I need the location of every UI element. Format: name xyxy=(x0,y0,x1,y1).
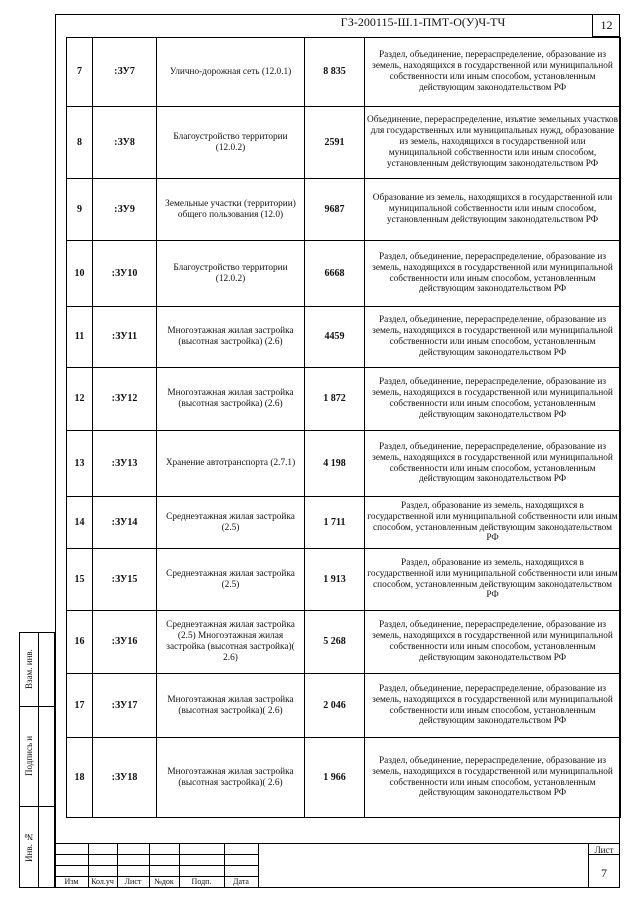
formation-method-cell: Объединение, перераспределение, изъятие земельных участков для государственных или муниципальных нужд, образование из земель, находящихся в государственной или муниципальной собственности или иным способом, установленным действующим законодательством РФ xyxy=(365,107,621,179)
formation-method-cell: Раздел, объединение, перераспределение, образование из земель, находящихся в государственной или муниципальной собственности или иным способом, установленным действующим законодательством РФ xyxy=(365,674,621,738)
permitted-use-cell: Среднеэтажная жилая застройка (2.5) xyxy=(157,549,305,611)
row-number-cell: 11 xyxy=(67,307,93,368)
permitted-use-cell: Многоэтажная жилая застройка (высотная застройка) (2.6) xyxy=(157,368,305,431)
row-number-cell: 9 xyxy=(67,179,93,241)
formation-method-cell: Раздел, образование из земель, находящихся в государственной или муниципальной собственности или иным способом, установленным действующим законодательством РФ xyxy=(365,549,621,611)
plot-code-cell: :ЗУ9 xyxy=(93,179,157,241)
plot-code-cell: :ЗУ18 xyxy=(93,738,157,818)
formation-method-cell: Раздел, объединение, перераспределение, образование из земель, находящихся в государственной или муниципальной собственности или иным способом, установленным действующим законодательством РФ xyxy=(365,611,621,674)
row-number-cell: 15 xyxy=(67,549,93,611)
plot-code-cell: :ЗУ7 xyxy=(93,38,157,107)
page-top-number: 12 xyxy=(592,14,620,37)
row-number-cell: 12 xyxy=(67,368,93,431)
plot-code-cell: :ЗУ8 xyxy=(93,107,157,179)
area-cell: 2591 xyxy=(305,107,365,179)
plot-code-cell: :ЗУ10 xyxy=(93,241,157,307)
area-cell: 1 872 xyxy=(305,368,365,431)
table-row xyxy=(67,549,621,611)
formation-method-cell: Раздел, объединение, перераспределение, образование из земель, находящихся в государственной или муниципальной собственности или иным способом, установленным действующим законодательством РФ xyxy=(365,241,621,307)
table-row xyxy=(67,307,621,368)
title-block xyxy=(55,843,620,888)
area-cell: 4 198 xyxy=(305,431,365,497)
area-cell: 6668 xyxy=(305,241,365,307)
table-row xyxy=(67,674,621,738)
side-label-inv: Инв. № xyxy=(24,831,34,863)
area-cell: 8 835 xyxy=(305,38,365,107)
area-cell: 4459 xyxy=(305,307,365,368)
area-cell: 9687 xyxy=(305,179,365,241)
table-row xyxy=(67,107,621,179)
sheet-label: Лист xyxy=(594,845,614,855)
permitted-use-cell: Многоэтажная жилая застройка (высотная застройка) (2.6) xyxy=(157,307,305,368)
formation-method-cell: Образование из земель, находящихся в государственной или муниципальной собственности или иным способом, установленным действующим законодательством РФ xyxy=(365,179,621,241)
table-row xyxy=(67,611,621,674)
permitted-use-cell: Хранение автотранспорта (2.7.1) xyxy=(157,431,305,497)
permitted-use-cell: Улично-дорожная сеть (12.0.1) xyxy=(157,38,305,107)
formation-method-cell: Раздел, объединение, перераспределение, образование из земель, находящихся в государственной или муниципальной собственности или иным способом, установленным действующим законодательством РФ xyxy=(365,38,621,107)
side-label-vzam: Взам. инв. xyxy=(24,649,34,690)
caption-izm: Изм xyxy=(64,877,79,886)
plot-code-cell: :ЗУ13 xyxy=(93,431,157,497)
row-number-cell: 7 xyxy=(67,38,93,107)
area-cell: 1 711 xyxy=(305,497,365,549)
row-number-cell: 14 xyxy=(67,497,93,549)
permitted-use-cell: Благоустройство территории (12.0.2) xyxy=(157,241,305,307)
formation-method-cell: Раздел, образование из земель, находящихся в государственной или муниципальной собственности или иным способом, установленным действующим законодательством РФ xyxy=(365,497,621,549)
formation-method-cell: Раздел, объединение, перераспределение, образование из земель, находящихся в государственной или муниципальной собственности или иным способом, установленным действующим законодательством РФ xyxy=(365,368,621,431)
caption-kol-uch: Кол.уч xyxy=(91,877,114,886)
permitted-use-cell: Многоэтажная жилая застройка (высотная застройка)( 2.6) xyxy=(157,674,305,738)
plot-code-cell: :ЗУ17 xyxy=(93,674,157,738)
formation-method-cell: Раздел, объединение, перераспределение, образование из земель, находящихся в государственной или муниципальной собственности или иным способом, установленным действующим законодательством РФ xyxy=(365,738,621,818)
permitted-use-cell: Среднеэтажная жилая застройка (2.5) Многоэтажная жилая застройка (высотная застройка)( 2.6) xyxy=(157,611,305,674)
plot-code-cell: :ЗУ15 xyxy=(93,549,157,611)
row-number-cell: 8 xyxy=(67,107,93,179)
table-row xyxy=(67,38,621,107)
plot-code-cell: :ЗУ11 xyxy=(93,307,157,368)
area-cell: 1 966 xyxy=(305,738,365,818)
document-code: ГЗ-200115-Ш.1-ПМТ-О(У)Ч-ТЧ xyxy=(340,15,506,29)
land-plots-table xyxy=(66,37,621,818)
row-number-cell: 16 xyxy=(67,611,93,674)
table-row xyxy=(67,241,621,307)
area-cell: 2 046 xyxy=(305,674,365,738)
permitted-use-cell: Благоустройство территории (12.0.2) xyxy=(157,107,305,179)
table-row xyxy=(67,497,621,549)
side-stamp xyxy=(19,632,55,888)
permitted-use-cell: Многоэтажная жилая застройка (высотная застройка)( 2.6) xyxy=(157,738,305,818)
table-row xyxy=(67,368,621,431)
caption-ndok: №док xyxy=(154,877,174,886)
area-cell: 5 268 xyxy=(305,611,365,674)
permitted-use-cell: Земельные участки (территории) общего пользования (12.0) xyxy=(157,179,305,241)
caption-podp: Подп. xyxy=(191,877,212,886)
row-number-cell: 18 xyxy=(67,738,93,818)
caption-list: Лист xyxy=(124,877,142,886)
plot-code-cell: :ЗУ14 xyxy=(93,497,157,549)
row-number-cell: 10 xyxy=(67,241,93,307)
caption-data: Дата xyxy=(233,877,249,886)
plot-code-cell: :ЗУ16 xyxy=(93,611,157,674)
row-number-cell: 17 xyxy=(67,674,93,738)
row-number-cell: 13 xyxy=(67,431,93,497)
side-label-podpis: Подпись и xyxy=(24,735,34,777)
plot-code-cell: :ЗУ12 xyxy=(93,368,157,431)
formation-method-cell: Раздел, объединение, перераспределение, образование из земель, находящихся в государственной или муниципальной собственности или иным способом, установленным действующим законодательством РФ xyxy=(365,431,621,497)
area-cell: 1 913 xyxy=(305,549,365,611)
table-row xyxy=(67,738,621,818)
table-row xyxy=(67,179,621,241)
formation-method-cell: Раздел, объединение, перераспределение, образование из земель, находящихся в государственной или муниципальной собственности или иным способом, установленным действующим законодательством РФ xyxy=(365,307,621,368)
sheet-number: 7 xyxy=(601,866,607,880)
permitted-use-cell: Среднеэтажная жилая застройка (2.5) xyxy=(157,497,305,549)
table-row xyxy=(67,431,621,497)
